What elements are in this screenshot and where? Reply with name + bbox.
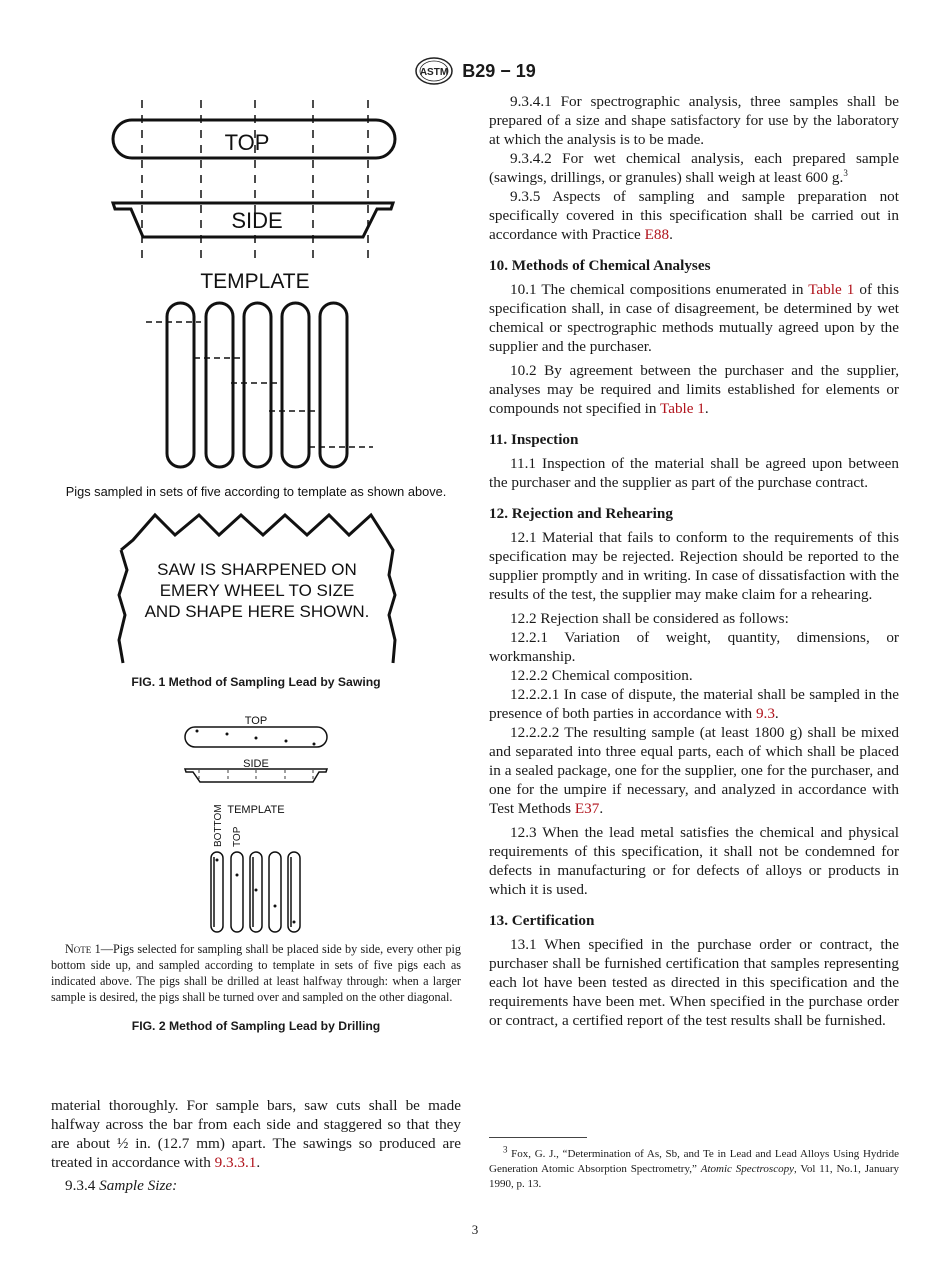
link-e88[interactable]: E88 <box>644 226 670 243</box>
para-9-3-4: 9.3.4 Sample Size: <box>65 1177 178 1194</box>
figure-1-caption: FIG. 1 Method of Sampling Lead by Sawing <box>131 675 381 689</box>
fig1-template-label: TEMPLATE <box>200 270 310 293</box>
para-12-3: 12.3 When the lead metal satisfies the chemical and physical requirements of this specification, it shall not be condemned for defects in manufacturing or for defects of alloys or products in which it is used. <box>489 824 899 898</box>
link-9-3[interactable]: 9.3 <box>755 705 775 722</box>
figure-2-caption: FIG. 2 Method of Sampling Lead by Drilling <box>131 1019 381 1033</box>
para-9-3-3-cont: material thoroughly. For sample bars, saw cuts shall be made halfway across the bar from each side and staggered so that they are about ½ in. (12.7 mm) apart. The sawings so produced are treated in accordance with 9.3.3.1. <box>51 1097 461 1171</box>
astm-logo-icon <box>414 56 454 86</box>
note-label: Note 1 <box>65 942 101 956</box>
fig2-drill-points <box>196 730 316 746</box>
heading-section-13: 13. Certification <box>489 912 595 929</box>
footnote-rule <box>489 1137 587 1138</box>
figure-2-note <box>51 941 461 1005</box>
fig1-top-label: TOP <box>224 130 270 155</box>
fig2-template-label: TEMPLATE <box>227 804 285 816</box>
fig1-template-pigs <box>167 303 347 467</box>
link-e37[interactable]: E37 <box>574 800 600 817</box>
fig1-saw-cuts <box>146 322 373 447</box>
para-11-1: 11.1 Inspection of the material shall be agreed upon between the purchaser and the supplier as part of the purchase contract. <box>489 455 899 491</box>
link-table-1[interactable]: Table 1 <box>808 281 855 298</box>
footnote-3: $^3$ Fox, G. J., “Determination of As, Sb, and Te in Lead and Lead Alloys Using Hydride Generation Atomic Absorption Spectrometry,” Atomic Spectroscopy, Vol 11, No.1, January 1990, p. 13. <box>489 1144 899 1190</box>
right-column <box>489 92 899 1030</box>
link-table-1-b[interactable]: Table 1 <box>659 400 705 417</box>
para-13-1: 13.1 When specified in the purchase order or contract, the purchaser shall be furnished certification that samples representing each lot have been tested as directed in this specification and the requirements have been met. When specified in the purchase order or contract, a certified report of the test results shall be furnished. <box>489 936 899 1029</box>
heading-section-10: 10. Methods of Chemical Analyses <box>489 257 711 274</box>
heading-section-11: 11. Inspection <box>489 431 579 448</box>
designation: B29 − 19 <box>462 60 536 81</box>
para-10-2: 10.2 By agreement between the purchaser and the supplier, analyses may be required and limits established for elements or compounds not specified in Table 1. <box>489 362 899 417</box>
fig1-saw-line2: EMERY WHEEL TO SIZE <box>159 581 355 600</box>
fig1-note: Pigs sampled in sets of five according to template as shown above. <box>65 484 447 499</box>
figure-1-drawing <box>51 95 461 675</box>
para-9-3-4-2: 9.3.4.2 For wet chemical analysis, each prepared sample (sawings, drillings, or granules) shall weigh at least 600 g.$^3$ <box>489 150 899 186</box>
fig2-side-label: SIDE <box>243 758 269 770</box>
para-12-2-2-2: 12.2.2.2 The resulting sample (at least 1800 g) shall be mixed and separated into three equal parts, each of which shall be placed in a sealed package, one for the supplier, one for the purchaser, and one for the umpire if necessary, and analyzed in accordance with Test Methods E37. <box>489 724 899 817</box>
footnote-ref: 3 <box>843 167 848 178</box>
fig2-template-pigs <box>211 852 300 932</box>
footnote-marker: 3 <box>503 1144 508 1155</box>
fig2-bottom-vert: BOTTOM <box>213 804 224 847</box>
fig1-side-label: SIDE <box>231 208 283 233</box>
para-9-3-5: 9.3.5 Aspects of sampling and sample preparation not specifically covered in this specification shall be carried out in accordance with Practice E88. <box>489 188 899 243</box>
para-9-3-4-1: 9.3.4.1 For spectrographic analysis, three samples shall be prepared of a size and shape satisfactory for use by the laboratory at which the analysis is to be made. <box>489 93 899 148</box>
para-12-2-1: 12.2.1 Variation of weight, quantity, dimensions, or workmanship. <box>489 629 899 665</box>
fig1-saw-line1: SAW IS SHARPENED ON <box>157 560 357 579</box>
page-header <box>0 56 950 86</box>
note-text: —Pigs selected for sampling shall be placed side by side, every other pig bottom side up, and sampled according to template in sets of five pigs each as indicated above. The pigs shall be drilled at least halfway through: when a larger sample is desired, the pigs shall be turned over and sampled on the other diagonal. <box>51 942 461 1004</box>
logo-text: ASTM <box>420 67 449 78</box>
para-12-2: 12.2 Rejection shall be considered as follows: <box>510 610 789 627</box>
link-9-3-3-1[interactable]: 9.3.3.1 <box>214 1154 257 1171</box>
fig1-saw-line3: AND SHAPE HERE SHOWN. <box>144 602 370 621</box>
page-number: 3 <box>471 1222 479 1237</box>
fig2-top-vert: TOP <box>232 826 243 847</box>
para-12-2-2: 12.2.2 Chemical composition. <box>510 667 693 684</box>
heading-section-12: 12. Rejection and Rehearing <box>489 505 673 522</box>
figure-2-drawing <box>51 710 461 940</box>
para-12-2-2-1: 12.2.2.1 In case of dispute, the material shall be sampled in the presence of both parties in accordance with 9.3. <box>489 686 899 722</box>
fig2-top-label: TOP <box>244 715 268 727</box>
para-12-1: 12.1 Material that fails to conform to the requirements of this specification may be rejected. Rejection should be reported to the supplier promptly and in writing. In case of dissatisfaction with the results of the test, the supplier may make claim for a rehearing. <box>489 529 899 603</box>
left-column-text <box>51 1096 461 1195</box>
para-10-1: 10.1 The chemical compositions enumerated in Table 1 of this specification shall, in case of disagreement, be determined by wet chemical or spectrographic methods mutually agreed upon by the supplier and the purchaser. <box>489 281 899 355</box>
